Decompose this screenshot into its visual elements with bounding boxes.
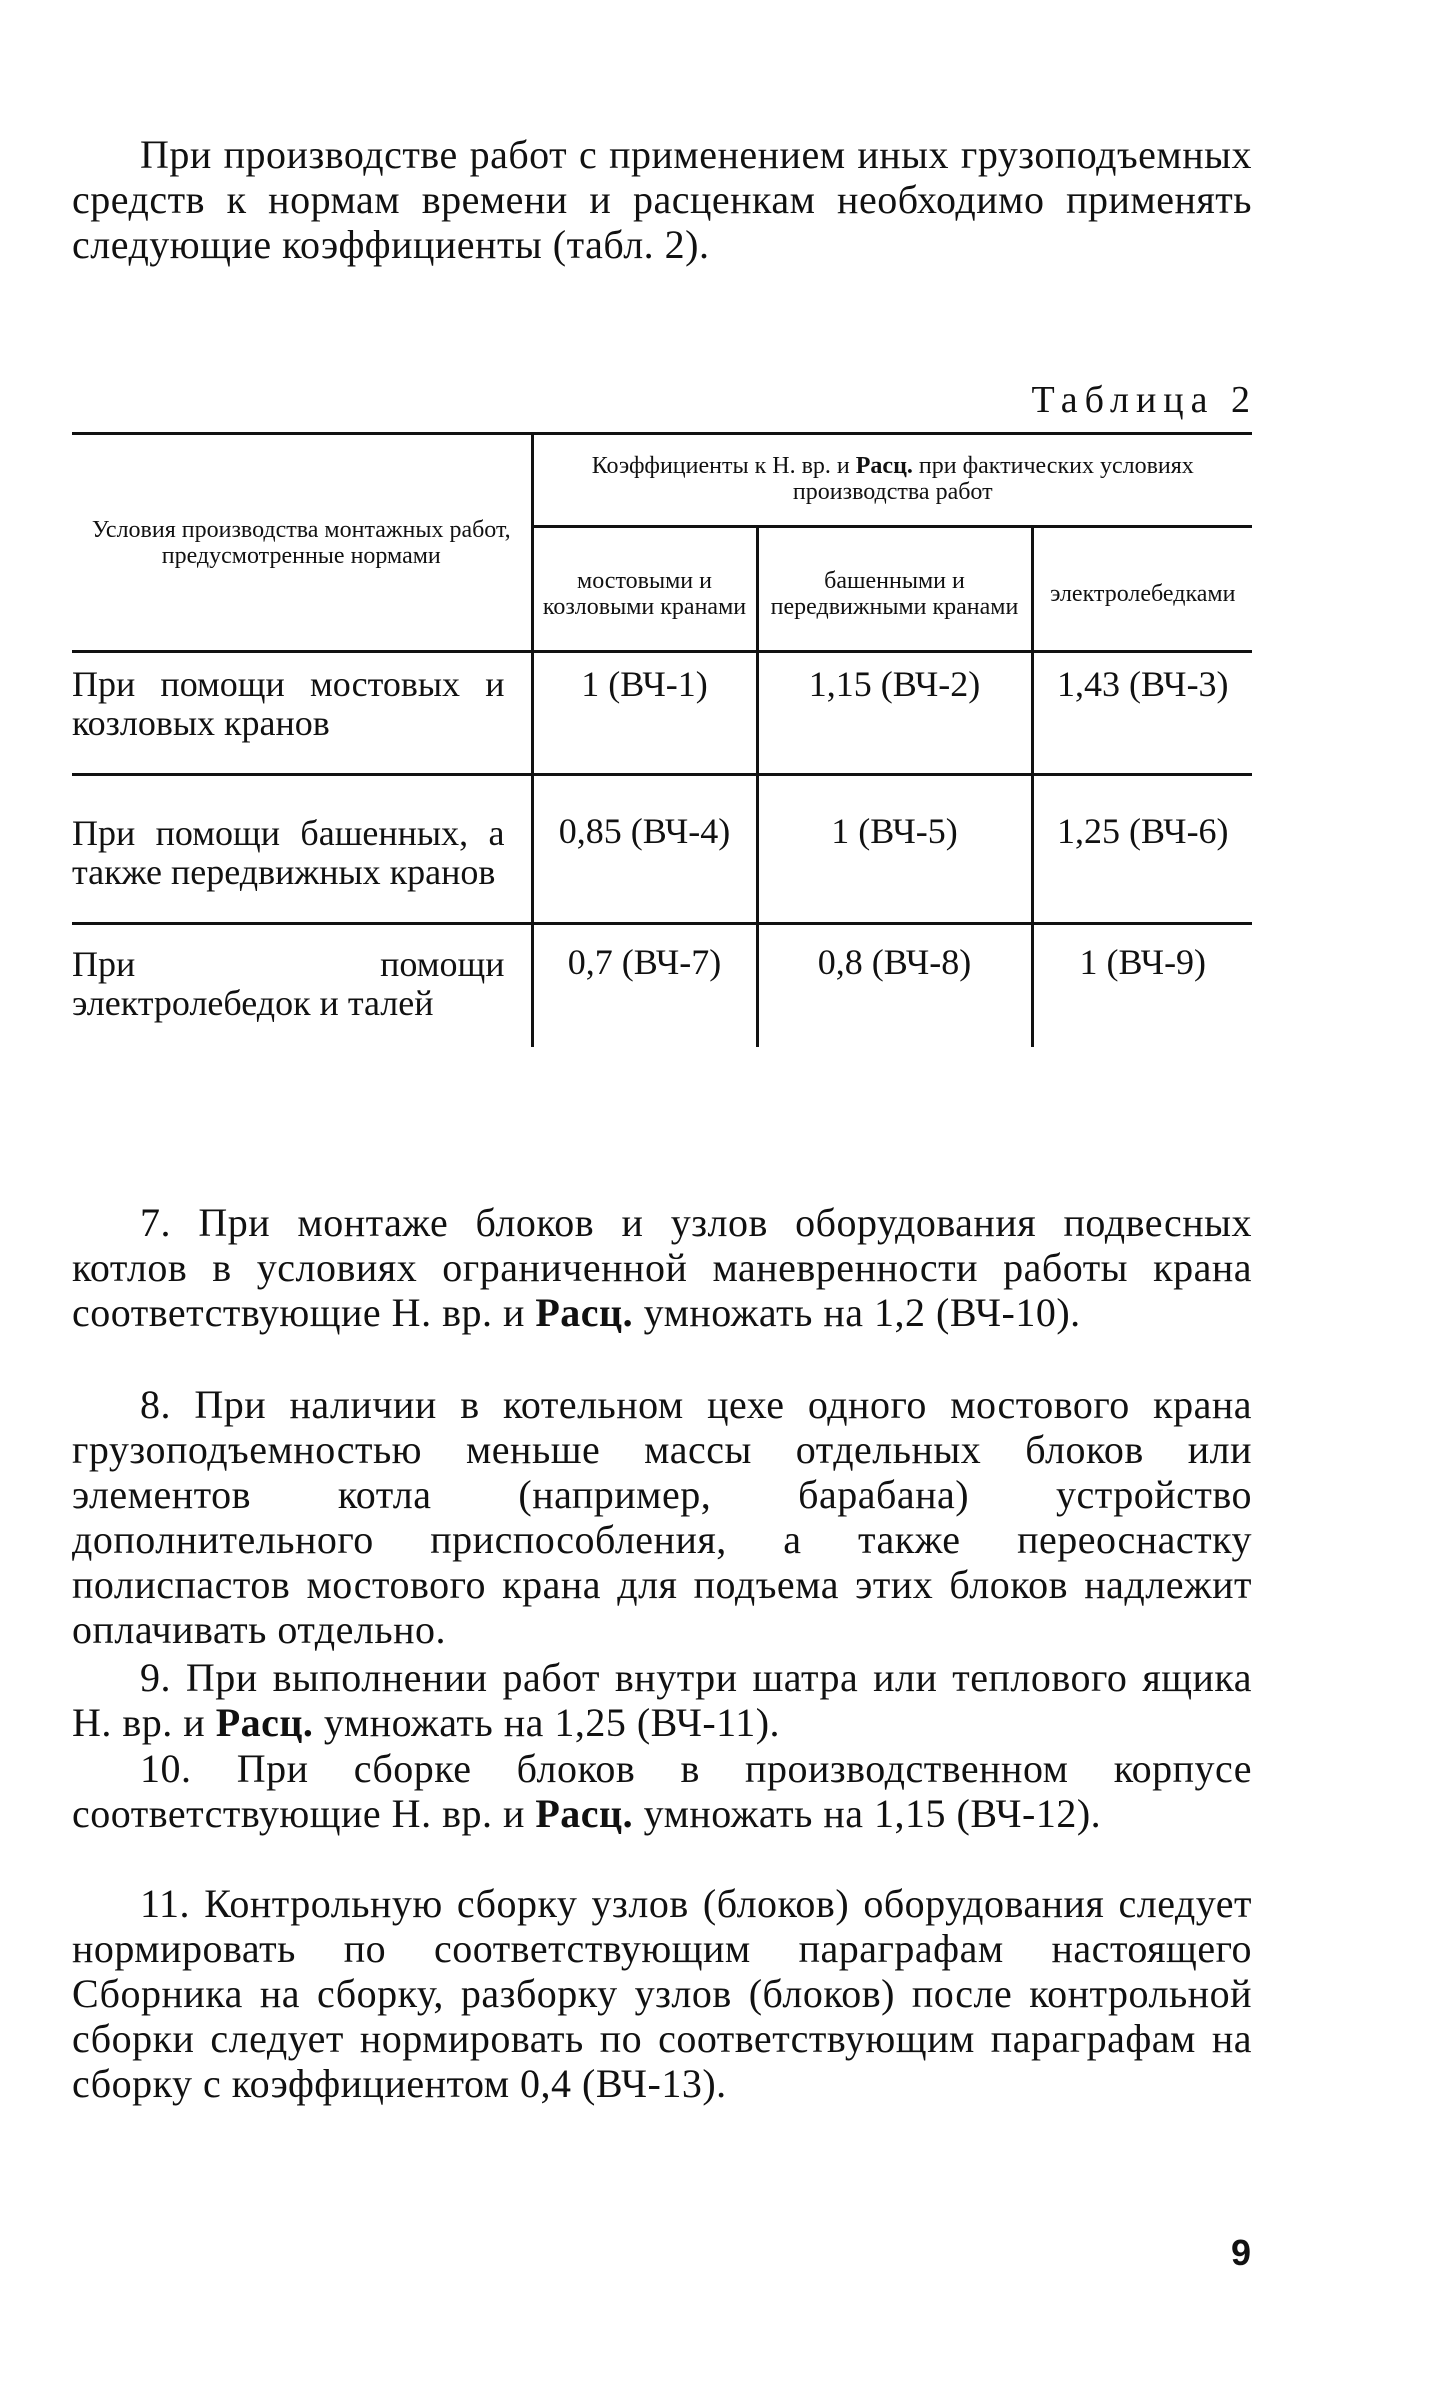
table-caption: Таблица 2 — [1031, 379, 1257, 421]
row-value: 0,7 (ВЧ-7) — [532, 924, 757, 1048]
table-row — [72, 652, 1252, 775]
paragraph-8: 8. При наличии в котельном цехе одного мостового крана грузоподъемностью меньше массы отдельных блоков или элементов котла (например, барабана) устройство дополнительного приспособления, а также переоснастку полиспастов мостового крана для подъема этих блоков надлежит оплачивать отдельно. — [72, 1382, 1252, 1652]
paragraph-9-bold: Расц. — [215, 1700, 314, 1745]
paragraph-10-bold: Расц. — [535, 1791, 634, 1836]
header-bridge-cranes: мостовыми и козловыми кранами — [532, 527, 757, 652]
header-conditions: Условия производства монтажных работ, предусмотренные нормами — [72, 434, 532, 652]
row-value: 1 (ВЧ-1) — [532, 652, 757, 775]
header-winches: электролебедками — [1032, 527, 1252, 652]
paragraph-11: 11. Контрольную сборку узлов (блоков) оборудования следует нормировать по соответствующим параграфам настоящего Сборника на сборку, разборку узлов (блоков) после контрольной сборки следует нормировать по соответствующим параграфам на сборку с коэффициентом 0,4 (ВЧ-13). — [72, 1881, 1252, 2106]
row-condition: При помощи башенных, а также передвижных кранов — [72, 775, 532, 924]
paragraph-10-text-start: 10. При сборке блоков в производственном корпусе соответствующие Н. вр. и — [72, 1746, 1252, 1836]
paragraph-9 — [72, 1655, 1252, 1745]
table-row — [72, 924, 1252, 1048]
paragraph-10-text-end: умножать на 1,15 (ВЧ-12). — [633, 1791, 1102, 1836]
row-value: 1,15 (ВЧ-2) — [757, 652, 1032, 775]
row-condition: При помощи электролебедок и талей — [72, 944, 505, 1023]
header-coefficients-suffix: при фактических условиях производства работ — [792, 453, 1194, 505]
paragraph-7-text-end: умножать на 1,2 (ВЧ-10). — [633, 1290, 1081, 1335]
row-value: 0,8 (ВЧ-8) — [757, 924, 1032, 1048]
header-coefficients — [532, 434, 1252, 527]
header-tower-cranes: башенными и передвижными кранами — [757, 527, 1032, 652]
paragraph-10 — [72, 1746, 1252, 1836]
row-value: 1,43 (ВЧ-3) — [1032, 652, 1252, 775]
row-condition: При помощи мостовых и козловых кранов — [72, 652, 532, 775]
paragraph-7 — [72, 1200, 1252, 1335]
header-coefficients-prefix: Коэффициенты к Н. вр. и — [591, 453, 856, 479]
table-row — [72, 775, 1252, 924]
paragraph-7-bold: Расц. — [535, 1290, 634, 1335]
row-value: 1 (ВЧ-5) — [757, 775, 1032, 924]
coefficients-table — [72, 432, 1252, 1047]
page-number: 9 — [1230, 2232, 1251, 2273]
paragraph-9-text-end: умножать на 1,25 (ВЧ-11). — [313, 1700, 781, 1745]
intro-paragraph: При производстве работ с применением иных грузоподъемных средств к нормам времени и расценкам необходимо применять следующие коэффициенты (табл. 2). — [72, 132, 1252, 267]
row-value: 1,25 (ВЧ-6) — [1032, 775, 1252, 924]
row-value: 0,85 (ВЧ-4) — [532, 775, 757, 924]
header-coefficients-bold: Расц. — [855, 453, 913, 479]
paragraph-7-text-start: 7. При монтаже блоков и узлов оборудования подвесных котлов в условиях ограниченной маневренности работы крана соответствующие Н. вр. и — [72, 1200, 1252, 1335]
row-value: 1 (ВЧ-9) — [1032, 924, 1252, 1048]
paragraph-9-text-start: 9. При выполнении работ внутри шатра или теплового ящика Н. вр. и — [72, 1655, 1252, 1745]
